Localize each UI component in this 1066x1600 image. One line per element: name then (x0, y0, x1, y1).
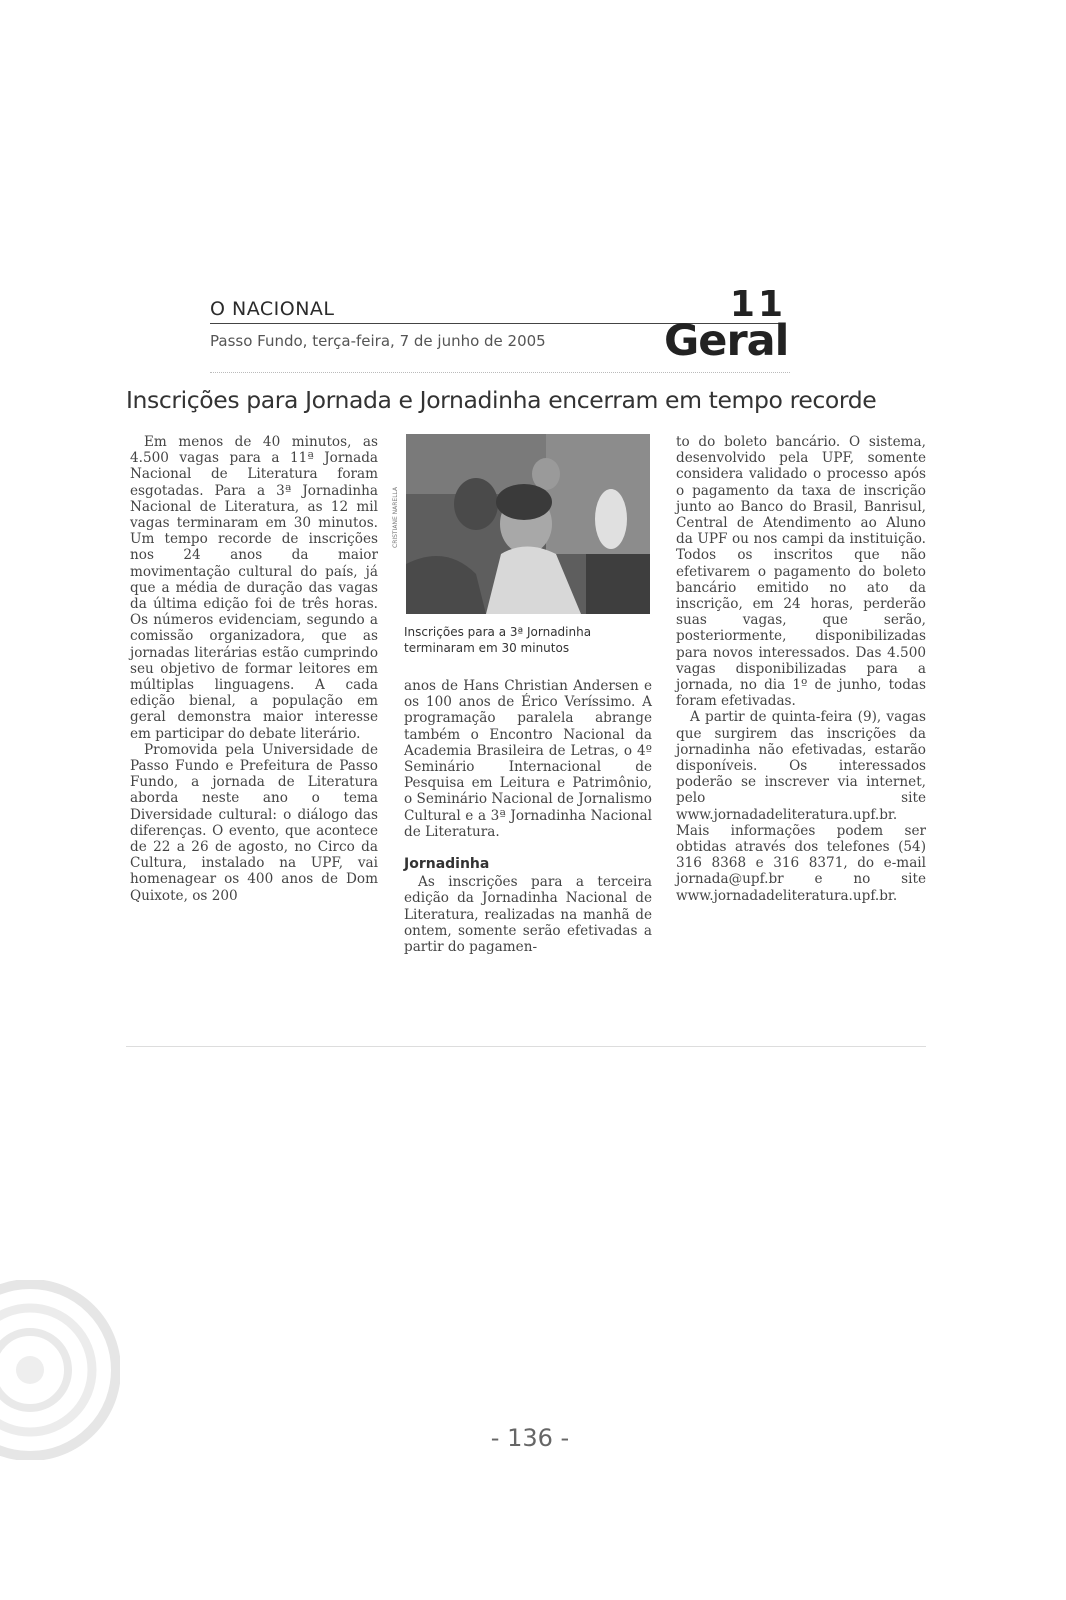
paragraph: to do boleto bancário. O sistema, desenvolvido pela UPF, somente considera validado o processo após o pagamento da taxa de inscrição junto ao Banco do Brasil, Banrisul, Central de Atendimento ao Aluno da UPF ou nos campi da instituição. Todos os inscritos que não efetivarem o pagamento do boleto bancário emitido no ato da inscrição, em 24 horas, perderão suas vagas, que serão, posteriormente, disponibilizadas para novos interessados. Das 4.500 vagas disponibilizadas para a jornada, no dia 1º de junho, todas foram efetivadas. (676, 434, 926, 710)
page-number: - 136 - (490, 1424, 570, 1452)
newspaper-name: O NACIONAL (210, 298, 335, 320)
photo-credit: CRISTIANE NARELLA (392, 486, 399, 548)
article-column-1 (130, 434, 378, 904)
dateline: Passo Fundo, terça-feira, 7 de junho de 2005 (210, 332, 546, 350)
subheading: Jornadinha (404, 856, 490, 873)
clipping-bottom-edge (126, 1046, 926, 1047)
divider (210, 372, 790, 373)
paragraph: Promovida pela Universidade de Passo Fundo e Prefeitura de Passo Fundo, a jornada de Literatura aborda neste ano o tema Diversidade cultural: o diálogo das diferenças. O evento, que acontece de 22 a 26 de agosto, no Circo da Cultura, instalado na UPF, vai homenagear os 400 anos de Dom Quixote, os 200 (130, 741, 378, 904)
paragraph: A partir de quinta-feira (9), vagas que surgirem das inscrições da jornadinha não efetivadas, estarão disponíveis. Os interessados poderão se inscrever via internet, pelo site www.jornadadeliteratura.upf.br. Mais informações podem ser obtidas através dos telefones (54) 316 8368 e 316 8371, do e-mail jornada@upf.br e no site www.jornadadeliteratura.upf.br. (676, 709, 926, 904)
article-photo (406, 434, 650, 614)
decorative-watermark (0, 1280, 120, 1460)
newspaper-page-number: 11 (729, 284, 786, 325)
paragraph: Em menos de 40 minutos, as 4.500 vagas para a 11ª Jornada Nacional de Literatura foram esgotadas. Para a 3ª Jornadinha Nacional de Literatura, as 12 mil vagas terminaram em 30 minutos. Um tempo recorde de inscrições nos 24 anos da maior movimentação cultural do país, já que a média de duração das vagas da última edição foi de três horas. Os números evidenciam, segundo a comissão organizadora, que as jornadas literárias estão cumprindo seu objetivo de formar leitores em múltiplas linguagens. A cada edição bienal, a população em geral demonstra maior interesse em participar do debate literário. (130, 434, 378, 742)
article-column-3 (676, 434, 926, 904)
photo-caption: Inscrições para a 3ª Jornadinha terminaram em 30 minutos (404, 625, 592, 655)
section-title: Geral (664, 316, 789, 366)
paragraph: As inscrições para a terceira edição da Jornadinha Nacional de Literatura, realizadas na manhã de ontem, somente serão efetivadas a partir do pagamen- (404, 874, 652, 956)
paragraph: anos de Hans Christian Andersen e os 100 anos de Érico Veríssimo. A programação paralela abrange também o Encontro Nacional da Academia Brasileira de Letras, o 4º Seminário Internacional de Pesquisa em Leitura e Patrimônio, o Seminário Nacional de Jornalismo Cultural e a 3ª Jornadinha Nacional de Literatura. (404, 678, 652, 840)
photo-image (406, 434, 650, 614)
article-column-2 (404, 678, 652, 955)
headline: Inscrições para Jornada e Jornadinha encerram em tempo recorde (126, 386, 877, 414)
newspaper-clipping (126, 284, 926, 1058)
